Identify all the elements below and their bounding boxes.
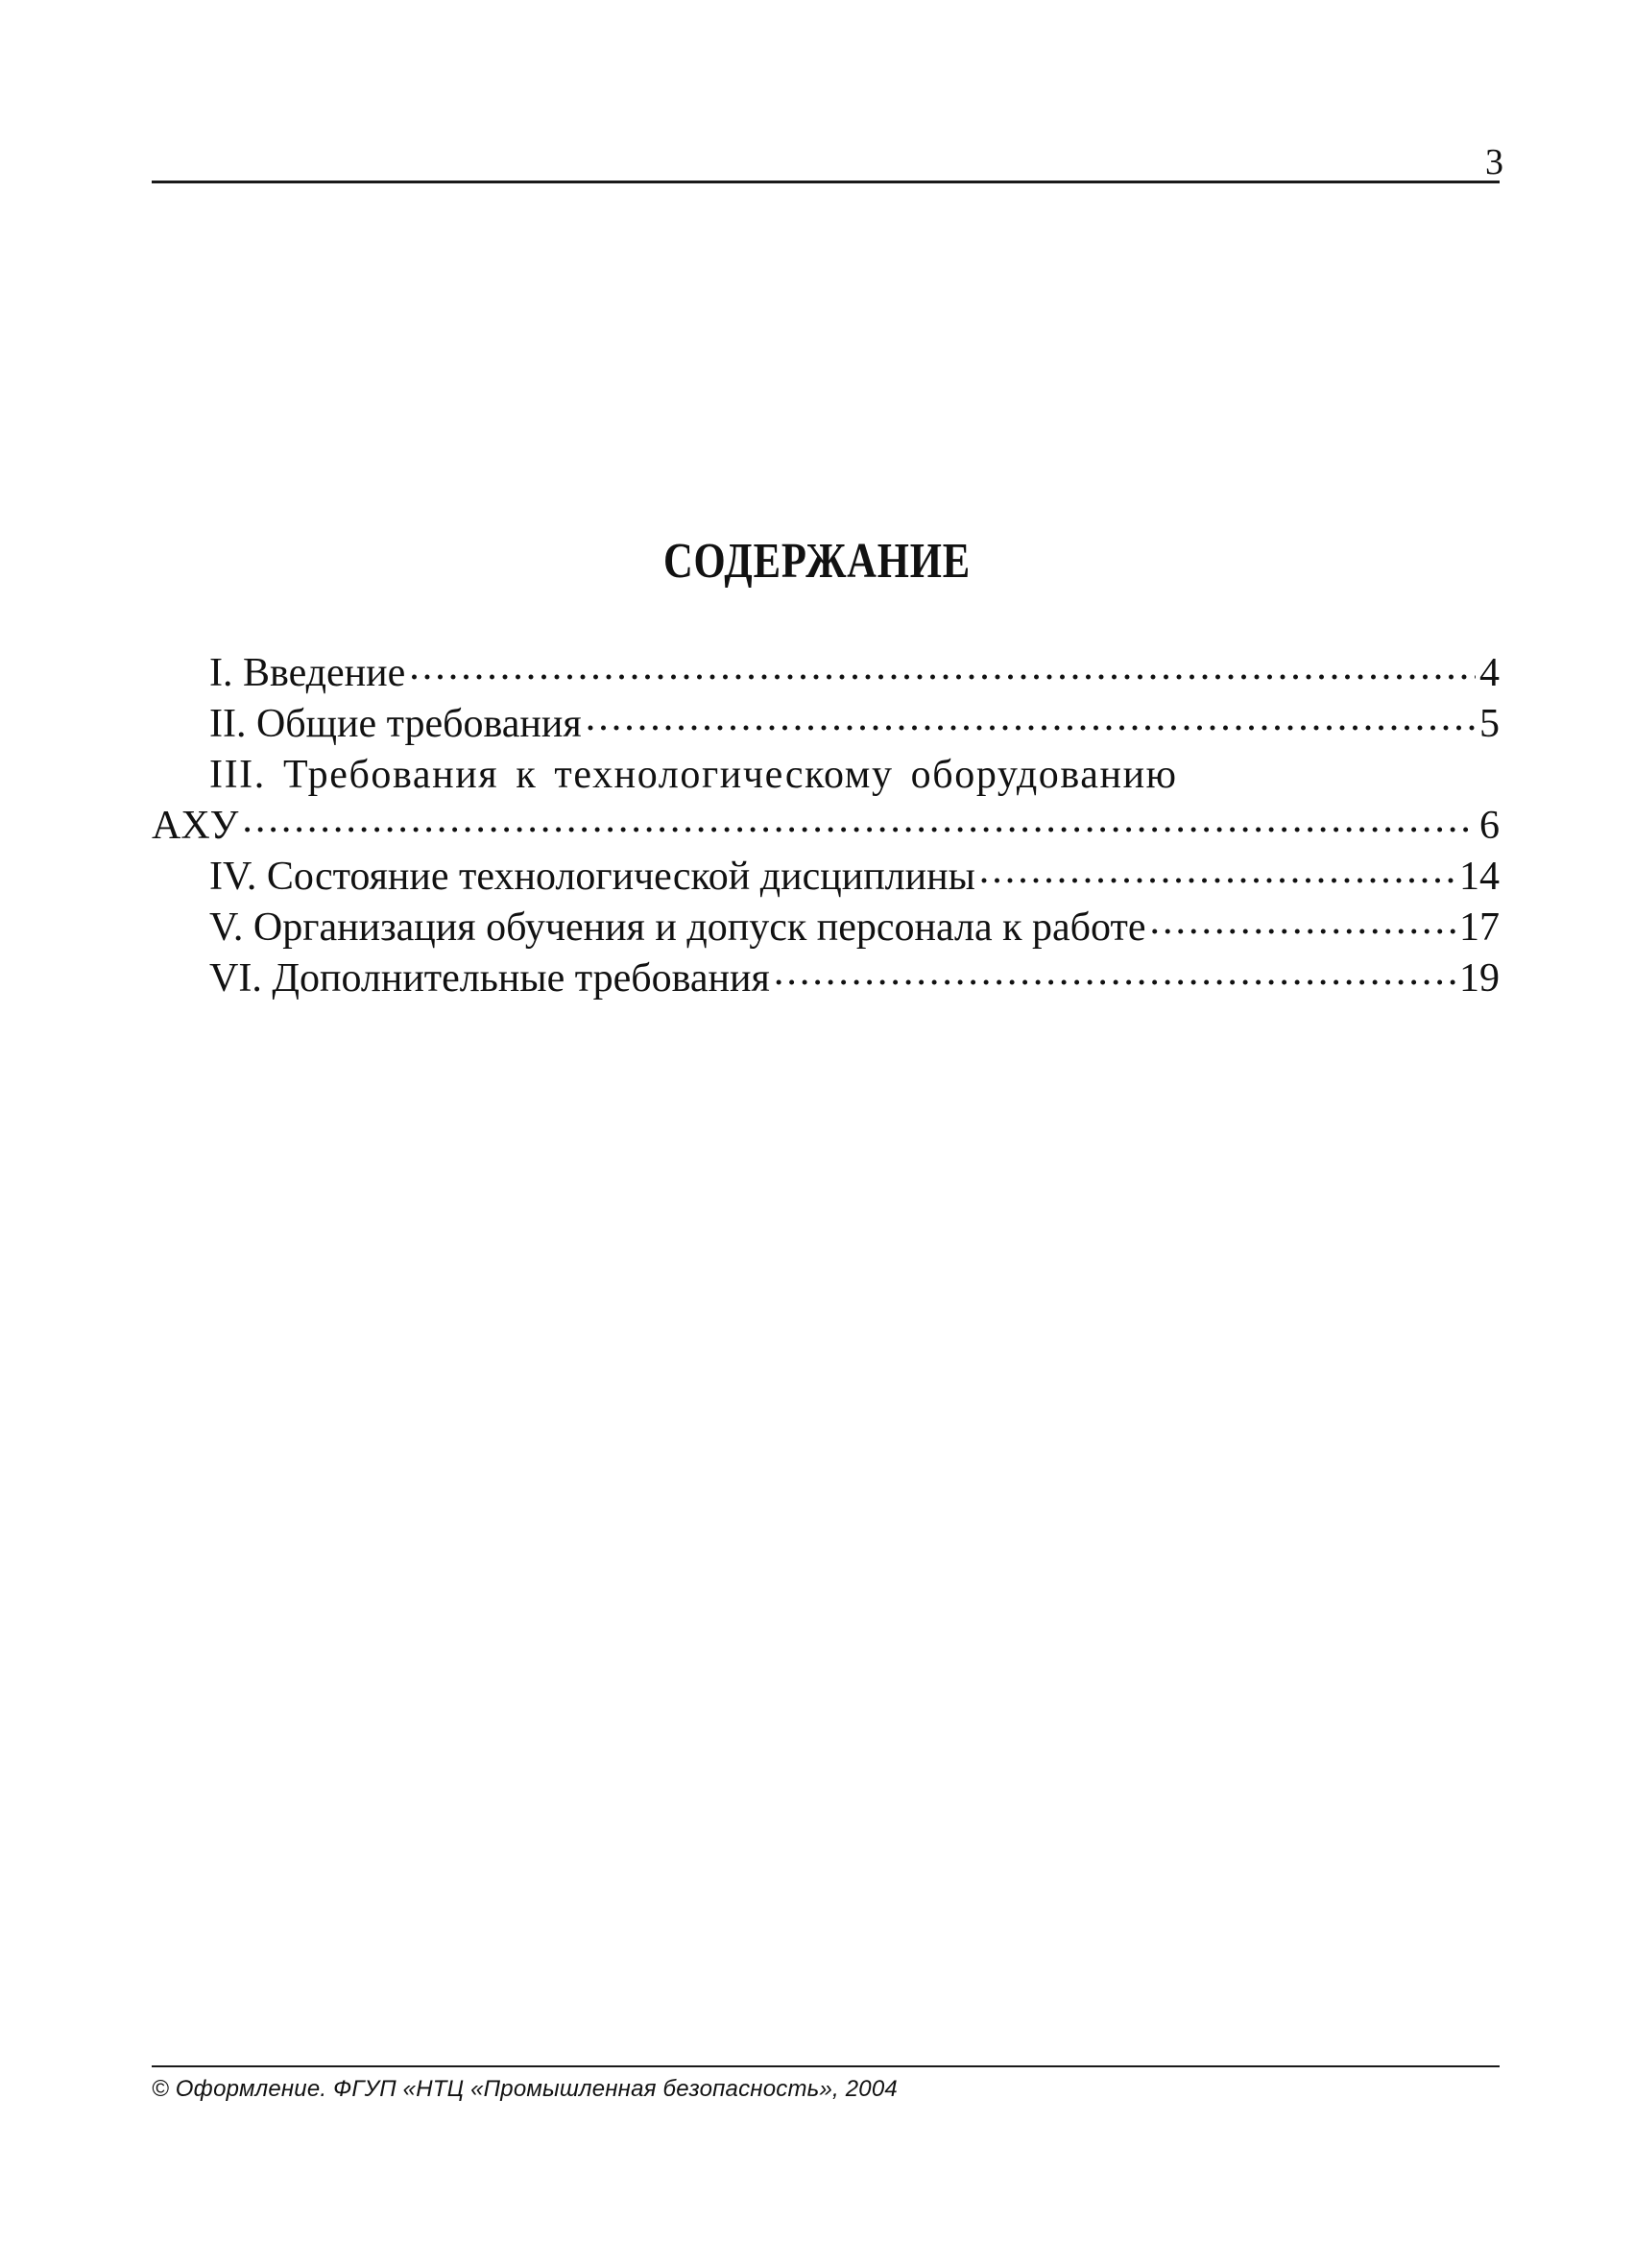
- toc-entry-equipment-requirements-line1[interactable]: [152, 750, 1500, 801]
- footer-copyright: © Оформление. ФГУП «НТЦ «Промышленная безопасность», 2004: [152, 2076, 898, 2102]
- toc-entry-label: III. Требования к технологическому оборудованию: [209, 753, 1178, 797]
- toc-entry-label: АХУ: [152, 804, 239, 848]
- toc-entry-page: 6: [1479, 804, 1500, 848]
- toc-title: СОДЕРЖАНИЕ: [662, 534, 972, 589]
- toc-leader-dots: [586, 708, 1476, 736]
- page-number: 3: [1485, 142, 1503, 182]
- footer-rule: [152, 2065, 1500, 2067]
- toc-leader-dots: [1149, 911, 1455, 940]
- toc-entry-additional-requirements[interactable]: [152, 953, 1500, 1004]
- toc-leader-dots: [409, 657, 1476, 686]
- toc-entry-general-requirements[interactable]: [152, 699, 1500, 750]
- toc-entry-page: 19: [1459, 956, 1500, 1001]
- toc-entry-equipment-requirements-line2[interactable]: [152, 801, 1500, 852]
- toc-entry-label: IV. Состояние технологической дисциплины: [209, 855, 975, 899]
- toc-entry-page: 17: [1459, 905, 1500, 950]
- toc-entry-label: II. Общие требования: [209, 702, 582, 746]
- toc-leader-dots: [242, 809, 1476, 838]
- toc-entry-introduction[interactable]: [152, 648, 1500, 699]
- toc-entry-label: VI. Дополнительные требования: [209, 956, 770, 1001]
- table-of-contents: [152, 648, 1500, 1004]
- toc-entry-page: 4: [1479, 651, 1500, 695]
- toc-leader-dots: [979, 860, 1455, 889]
- toc-entry-page: 14: [1459, 855, 1500, 899]
- header-rule: [152, 181, 1500, 183]
- toc-leader-dots: [774, 962, 1455, 991]
- toc-entry-training-and-admission[interactable]: [152, 903, 1500, 953]
- toc-entry-label: I. Введение: [209, 651, 406, 695]
- toc-entry-technological-discipline[interactable]: [152, 852, 1500, 903]
- toc-entry-label: V. Организация обучения и допуск персонала к работе: [209, 905, 1146, 950]
- toc-entry-page: 5: [1479, 702, 1500, 746]
